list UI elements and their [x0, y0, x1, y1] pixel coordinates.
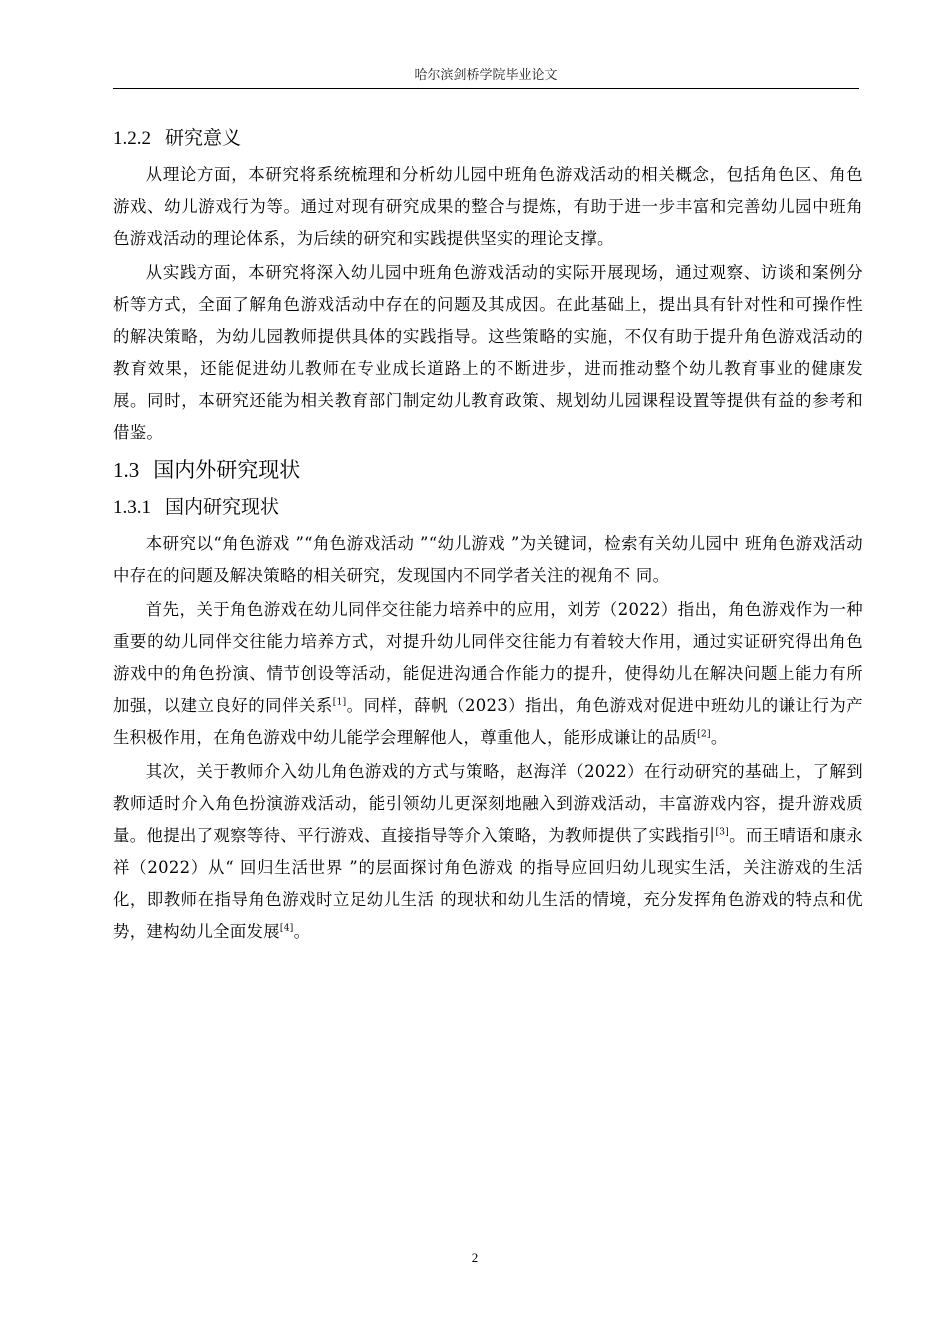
heading-title: 研究意义	[165, 127, 242, 149]
text-run: 其次，关于教师介入幼儿角色游戏的方式与策略，赵海洋（2022）在行动研究的基础上，了解到教师适时介入角色扮演游戏活动，能引领幼儿更深刻地融入到游戏活动，丰富游戏内容，提升游戏质量。他提出了观察等待、平行游戏、直接指导等介入策略，为教师提供了实践指引	[113, 762, 863, 845]
heading-number: 1.3	[113, 458, 140, 482]
text-run: 。同样，薛帆（2023）指出，角色游戏对促进中班幼儿的谦让行为产生积极作用，在角色游戏中幼儿能学会理解他人，尊重他人，能形成谦让的品质	[113, 696, 863, 747]
citation-ref-2: [2]	[697, 729, 711, 740]
heading-title: 国内外研究现状	[153, 458, 301, 482]
citation-ref-3: [3]	[715, 827, 730, 838]
paragraph-keywords: 本研究以“角色游戏 ”“角色游戏活动 ”“幼儿游戏 ”为关键词，检索有关幼儿园中 班角色游戏活动中存在的问题及解决策略的相关研究，发现国内不同学者关注的视角不 同。	[113, 534, 863, 585]
heading-title: 国内研究现状	[165, 496, 280, 518]
page-content	[113, 122, 863, 950]
text-run: 。	[293, 922, 311, 941]
citation-ref-1: [1]	[332, 697, 347, 708]
paragraph-peer-interaction	[113, 594, 863, 754]
header-rule	[113, 88, 859, 89]
citation-ref-4: [4]	[279, 923, 294, 934]
running-header: 哈尔滨剑桥学院毕业论文	[414, 68, 558, 83]
text-run: 。	[710, 728, 728, 747]
heading-1-2-2	[113, 122, 863, 155]
paragraph-teacher-intervention	[113, 756, 863, 948]
paragraph-theory: 从理论方面，本研究将系统梳理和分析幼儿园中班角色游戏活动的相关概念，包括角色区、角色游戏、幼儿游戏行为等。通过对现有研究成果的整合与提炼，有助于进一步丰富和完善幼儿园中班角色游戏活动的理论体系，为后续的研究和实践提供坚实的理论支撑。	[113, 165, 863, 248]
heading-number: 1.2.2	[113, 128, 151, 149]
text-run: 。而王晴语和康永祥（2022）从“ 回归生活世界 ”的层面探讨角色游戏 的指导应回归幼儿现实生活，关注游戏的生活化，即教师在指导角色游戏时立足幼儿生活 的现状和幼儿生活的情境，充分发挥角色游戏的特点和优势，建构幼儿全面发展	[113, 826, 863, 941]
heading-number: 1.3.1	[113, 497, 151, 518]
heading-1-3	[113, 453, 863, 487]
paragraph-practice: 从实践方面，本研究将深入幼儿园中班角色游戏活动的实际开展现场，通过观察、访谈和案例分析等方式，全面了解角色游戏活动中存在的问题及其成因。在此基础上，提出具有针对性和可操作性的解决策略，为幼儿园教师提供具体的实践指导。这些策略的实施，不仅有助于提升角色游戏活动的教育效果，还能促进幼儿教师在专业成长道路上的不断进步，进而推动整个幼儿教育事业的健康发展。同时，本研究还能为相关教育部门制定幼儿教育政策、规划幼儿园课程设置等提供有益的参考和借鉴。	[113, 263, 863, 442]
heading-1-3-1	[113, 491, 863, 524]
page-number: 2	[471, 1250, 479, 1265]
text-run: 首先，关于角色游戏在幼儿同伴交往能力培养中的应用，刘芳（2022）指出，角色游戏作为一种重要的幼儿同伴交往能力培养方式，对提升幼儿同伴交往能力有着较大作用，通过实证研究得出角色游戏中的角色扮演、情节创设等活动，能促进沟通合作能力的提升，使得幼儿在解决问题上能力有所加强，以建立良好的同伴关系	[113, 600, 863, 715]
